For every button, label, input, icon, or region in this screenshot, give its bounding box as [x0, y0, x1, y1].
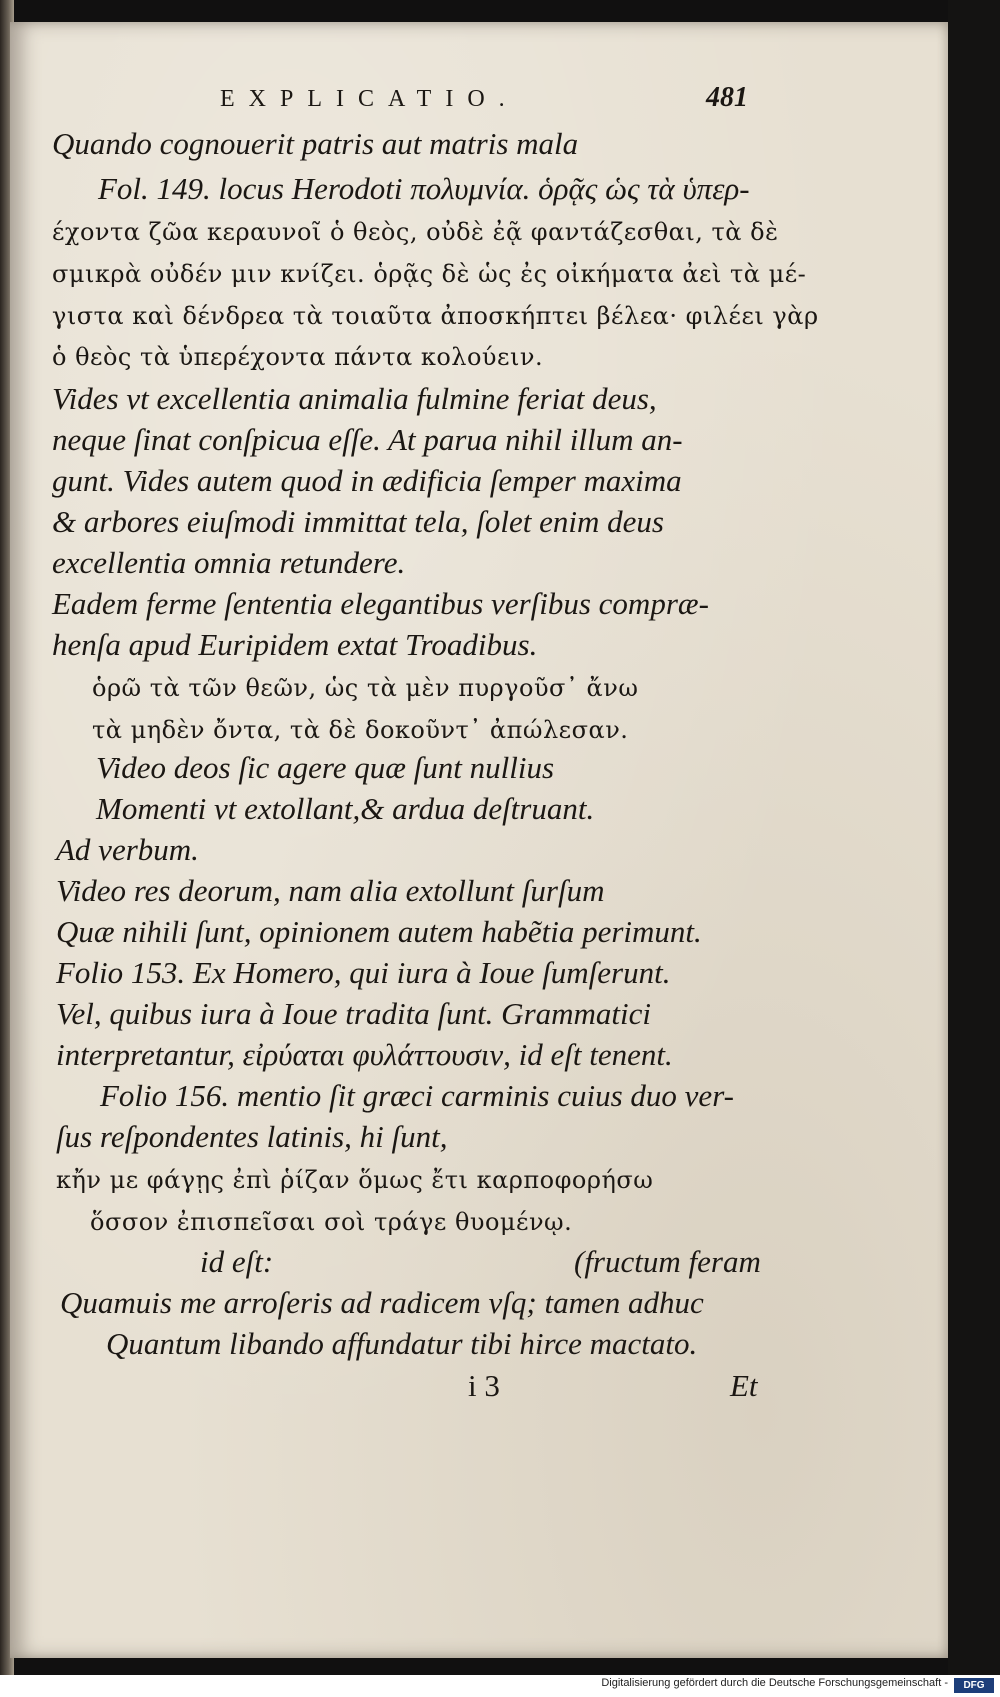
text-line-11: excellentia omnia retundere. — [52, 545, 406, 580]
text-line-9: gunt. Vides autem quod in ædificia ſemper maxima — [52, 463, 682, 498]
text-line-25: ſus reſpondentes latinis, hi ſunt, — [56, 1119, 448, 1154]
page-number: 481 — [706, 82, 748, 113]
text-line-ad-verbum: Ad verbum. — [56, 832, 199, 867]
text-line-7: Vides vt excellentia animalia fulmine feriat deus, — [52, 381, 657, 416]
verse-translation-1: Video deos ſic agere quæ ſunt nullius — [96, 750, 555, 785]
text-line-fructum: (fructum feram — [574, 1244, 761, 1279]
verse-translation-2: Momenti vt extollant,& ardua deſtruant. — [96, 791, 595, 826]
greek-line-6: ὁ θεὸς τὰ ὑπερέχοντα πάντα κολούειν. — [52, 343, 544, 371]
text-line-10: & arbores eiuſmodi immittat tela, ſolet enim deus — [52, 504, 664, 539]
greek-verse-2: τὰ μηδὲν ὄντα, τὰ δὲ δοκοῦντ᾽ ἀπώλεσαν. — [92, 716, 629, 744]
signature-mark: i 3 — [468, 1368, 500, 1403]
text-line-21: Folio 153. Ex Homero, qui iura à Ioue ſumſerunt. — [56, 955, 671, 990]
text-line-2: Fol. 149. locus Herodoti πολυμνία. ὁρᾷς ὡς τὰ ὑπερ- — [98, 171, 750, 206]
text-line-20: Quæ nihili ſunt, opinionem autem habẽtia perimunt. — [56, 914, 702, 949]
text-line-23: interpretantur, εἰρύαται φυλάττουσιν, id eſt tenent. — [56, 1037, 673, 1072]
greek-line-5: γιστα καὶ δένδρεα τὰ τοιαῦτα ἀποσκήπτει βέλεα· φιλέει γὰρ — [52, 302, 819, 330]
text-line-31: Quantum libando affundatur tibi hirce mactato. — [106, 1326, 698, 1361]
text-line-24: Folio 156. mentio ſit græci carminis cuius duo ver- — [100, 1078, 734, 1113]
greek-verse-3: κἤν με φάγῃς ἐπὶ ῥίζαν ὅμως ἔτι καρποφορήσω — [56, 1166, 654, 1194]
text-line-19: Video res deorum, nam alia extollunt ſurſum — [56, 873, 605, 908]
greek-line-3: έχοντα ζῶα κεραυνοῖ ὁ θεὸς, οὐδὲ ἐᾷ φαντάζεσθαι, τὰ δὲ — [52, 218, 779, 246]
greek-verse-4: ὅσσον ἐπισπεῖσαι σοὶ τράγε θυομένῳ. — [90, 1208, 573, 1236]
credit-text: Digitalisierung gefördert durch die Deutsche Forschungsgemeinschaft - — [601, 1677, 948, 1689]
text-line-1: Quando cognouerit patris aut matris mala — [52, 126, 579, 161]
greek-verse-1: ὁρῶ τὰ τῶν θεῶν, ὡς τὰ μὲν πυργοῦσ᾽ ἄνω — [92, 674, 639, 702]
text-line-22: Vel, quibus iura à Ioue tradita ſunt. Grammatici — [56, 996, 652, 1031]
text-line-id-est: id eſt: — [200, 1244, 274, 1279]
catchword: Et — [730, 1368, 758, 1403]
dfg-logo: DFG — [954, 1678, 994, 1693]
text-line-8: neque ſinat conſpicua eſſe. At parua nihil illum an- — [52, 422, 683, 457]
text-line-13: henſa apud Euripidem extat Troadibus. — [52, 627, 538, 662]
scan-margin-right — [948, 0, 1000, 1675]
credit-bar — [0, 1675, 1000, 1697]
text-line-12: Eadem ferme ſententia elegantibus verſibus compræ- — [52, 586, 709, 621]
greek-line-4: σμικρὰ οὐδέν μιν κνίζει. ὁρᾷς δὲ ὡς ἐς οἰκήματα ἀεὶ τὰ μέ- — [52, 260, 807, 288]
text-line-30: Quamuis me arroſeris ad radicem vſq; tamen adhuc — [60, 1285, 704, 1320]
running-title: EXPLICATIO. — [220, 86, 519, 112]
